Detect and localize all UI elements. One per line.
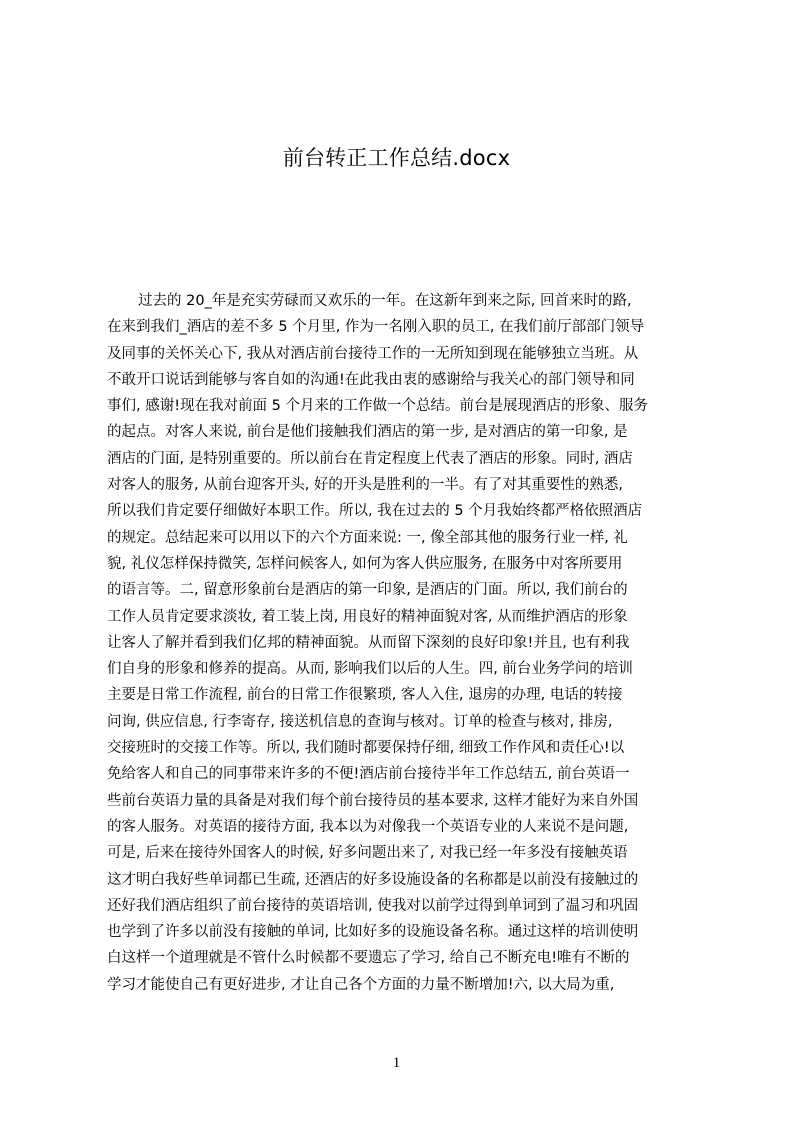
text-line: 对客人的服务, 从前台迎客开头, 好的开头是胜利的一半。有了对其重要性的熟悉,: [107, 477, 624, 494]
document-body: [107, 288, 698, 1038]
text-line: 这才明白我好些单词都已生疏, 还酒店的好多设施设备的名称都是以前没有接触过的: [107, 871, 639, 888]
text-line: 交接班时的交接工作等。所以, 我们随时都要保持仔细, 细致工作作风和责任心!以: [107, 740, 625, 757]
text-line: 的规定。总结起来可以用以下的六个方面来说: 一, 像全部其他的服务行业一样, 礼: [107, 529, 628, 546]
text-line: 酒店的门面, 是特别重要的。所以前台在肯定程度上代表了酒店的形象。同时, 酒店: [107, 450, 633, 467]
text-line: 过去的 20_年是充实劳碌而又欢乐的一年。在这新年到来之际, 回首来时的路,: [138, 293, 632, 309]
text-line: 白这样一个道理就是不管什么时候都不要遗忘了学习, 给自己不断充电!唯有不断的: [107, 950, 630, 967]
text-line: 可是, 后来在接待外国客人的时候, 好多问题出来了, 对我已经一年多没有接触英语: [107, 845, 628, 862]
text-line: 学习才能使自己有更好进步, 才让自己各个方面的力量不断增加!六, 以大局为重,: [107, 976, 615, 993]
text-line: 不敢开口说话到能够与客自如的沟通!在此我由衷的感谢给与我关心的部门领导和同: [107, 371, 635, 388]
text-line: 的客人服务。对英语的接待方面, 我本以为对像我一个英语专业的人来说不是问题,: [107, 818, 629, 835]
text-line: 所以我们肯定要仔细做好本职工作。所以, 我在过去的 5 个月我始终都严格依照酒店: [107, 503, 643, 520]
text-line: 也学到了许多以前没有接触的单词, 比如好多的设施设备名称。通过这样的培训使明: [107, 924, 639, 941]
text-line: 免给客人和自己的同事带来许多的不便!酒店前台接待半年工作总结五, 前台英语一: [107, 766, 630, 783]
text-line: 貌, 礼仪怎样保持微笑, 怎样问候客人, 如何为客人供应服务, 在服务中对客所要用: [107, 555, 623, 572]
text-line: 工作人员肯定要求淡妆, 着工装上岗, 用良好的精神面貌对客, 从而维护酒店的形象: [107, 608, 628, 625]
text-line: 还好我们酒店组织了前台接待的英语培训, 使我对以前学过得到单词到了温习和巩固: [107, 897, 639, 914]
text-line: 问询, 供应信息, 行李寄存, 接送机信息的查询与核对。订单的检查与核对, 排房,: [107, 713, 613, 730]
text-line: 事们, 感谢!现在我对前面 5 个月来的工作做一个总结。前台是展现酒店的形象、服务: [107, 398, 648, 415]
text-line: 的起点。对客人来说, 前台是他们接触我们酒店的第一步, 是对酒店的第一印象, 是: [107, 424, 628, 441]
text-line: 些前台英语力量的具备是对我们每个前台接待员的基本要求, 这样才能好为来自外国: [107, 792, 639, 809]
document-title: 前台转正工作总结.docx: [282, 146, 511, 170]
page-number: 1: [392, 1055, 401, 1071]
text-line: 主要是日常工作流程, 前台的日常工作很繁琐, 客人入住, 退房的办理, 电话的转接: [107, 687, 623, 704]
text-line: 的语言等。二, 留意形象前台是酒店的第一印象, 是酒店的门面。所以, 我们前台的: [107, 582, 628, 599]
text-line: 在来到我们_酒店的差不多 5 个月里, 作为一名刚入职的员工, 在我们前厅部部门领导: [107, 319, 645, 336]
text-line: 让客人了解并看到我们亿邦的精神面貌。从而留下深刻的良好印象!并且, 也有利我: [107, 634, 630, 651]
text-line: 们自身的形象和修养的提高。从而, 影响我们以后的人生。四, 前台业务学问的培训: [107, 661, 633, 678]
text-line: 及同事的关怀关心下, 我从对酒店前台接待工作的一无所知到现在能够独立当班。从: [107, 345, 639, 362]
